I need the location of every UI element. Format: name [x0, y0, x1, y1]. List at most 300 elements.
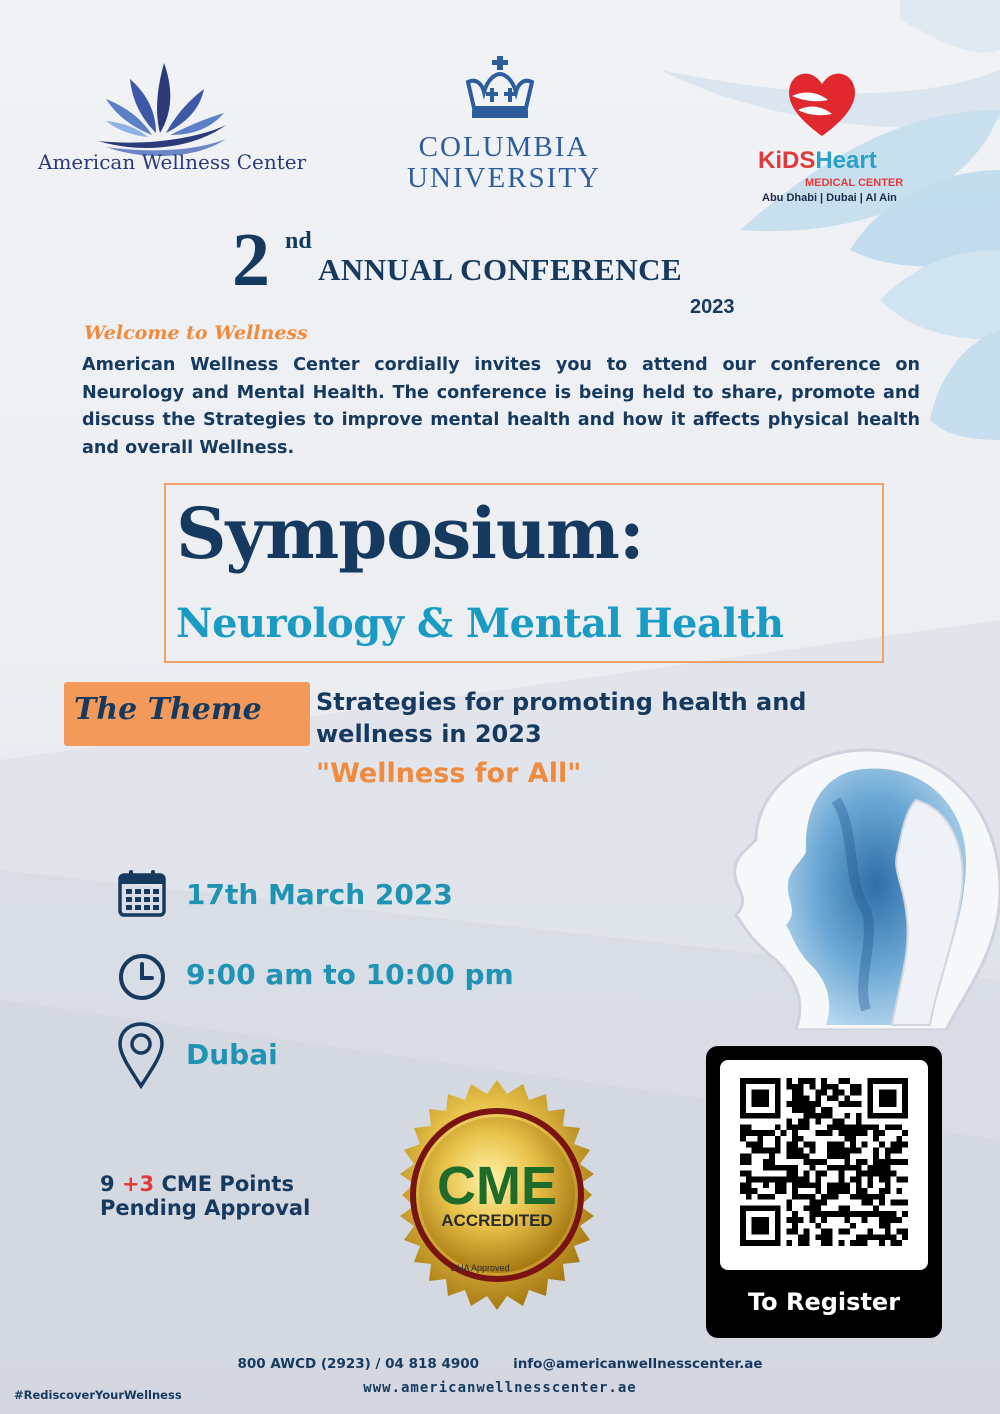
qr-module: [833, 1148, 839, 1154]
qr-module: [763, 1194, 769, 1200]
qr-module: [740, 1171, 746, 1177]
qr-module: [879, 1165, 885, 1171]
qr-module: [786, 1240, 792, 1246]
footer-phones: 800 AWCD (2923) / 04 818 4900: [237, 1356, 480, 1372]
qr-module: [879, 1171, 885, 1177]
qr-module: [896, 1159, 902, 1165]
cme-points-base: 9: [100, 1172, 122, 1196]
qr-module: [763, 1165, 769, 1171]
qr-module: [850, 1165, 856, 1171]
qr-module: [862, 1240, 868, 1246]
qr-module: [810, 1107, 816, 1113]
qr-module: [786, 1142, 792, 1148]
qr-module: [798, 1107, 804, 1113]
qr-module: [804, 1119, 810, 1125]
qr-module: [781, 1176, 787, 1182]
qr-module: [786, 1171, 792, 1177]
qr-module: [891, 1234, 897, 1240]
qr-module: [873, 1171, 879, 1177]
qr-module: [844, 1165, 850, 1171]
qr-module: [856, 1182, 862, 1188]
qr-module: [781, 1188, 787, 1194]
qr-module: [792, 1171, 798, 1177]
qr-module: [896, 1142, 902, 1148]
qr-module: [833, 1153, 839, 1159]
clock-icon: [117, 952, 167, 1002]
qr-module: [862, 1188, 868, 1194]
qr-module: [740, 1136, 746, 1142]
seal-main-text: CME: [437, 1156, 557, 1216]
qr-module: [786, 1229, 792, 1235]
qr-module: [775, 1136, 781, 1142]
qr-module: [792, 1182, 798, 1188]
qr-module: [838, 1090, 844, 1096]
conference-year: 2023: [690, 296, 735, 318]
qr-module: [844, 1148, 850, 1154]
qr-module: [821, 1217, 827, 1223]
qr-module: [810, 1159, 816, 1165]
qr-module: [891, 1148, 897, 1154]
qr-module: [902, 1159, 908, 1165]
qr-module: [833, 1188, 839, 1194]
qr-module: [775, 1142, 781, 1148]
qr-module: [815, 1234, 821, 1240]
qr-module: [798, 1124, 804, 1130]
qr-module: [838, 1124, 844, 1130]
qr-module: [873, 1153, 879, 1159]
qr-module: [891, 1217, 897, 1223]
qr-module: [856, 1165, 862, 1171]
qr-module: [752, 1130, 758, 1136]
qr-module: [815, 1176, 821, 1182]
qr-module: [792, 1130, 798, 1136]
qr-module: [827, 1211, 833, 1217]
qr-module: [862, 1171, 868, 1177]
qr-module: [827, 1234, 833, 1240]
qr-module: [827, 1194, 833, 1200]
qr-module: [804, 1113, 810, 1119]
calendar-icon: [117, 868, 167, 918]
qr-module: [862, 1142, 868, 1148]
qr-module: [804, 1101, 810, 1107]
qr-module: [775, 1176, 781, 1182]
qr-module: [815, 1223, 821, 1229]
qr-module: [838, 1188, 844, 1194]
cme-points: [100, 1172, 310, 1220]
qr-module: [856, 1130, 862, 1136]
qr-module: [862, 1124, 868, 1130]
qr-module: [833, 1165, 839, 1171]
qr-module: [827, 1130, 833, 1136]
kidsheart-subtitle: MEDICAL CENTER: [805, 177, 904, 189]
qr-module: [862, 1217, 868, 1223]
cme-points-extra: +3: [121, 1172, 155, 1196]
qr-module: [844, 1078, 850, 1084]
qr-module: [856, 1113, 862, 1119]
footer-contacts: [0, 1356, 1000, 1372]
qr-module: [815, 1113, 821, 1119]
qr-module: [885, 1148, 891, 1154]
qr-module: [815, 1200, 821, 1206]
event-date: 17th March 2023: [186, 878, 453, 911]
qr-module: [792, 1176, 798, 1182]
qr-module: [746, 1194, 752, 1200]
qr-module: [856, 1211, 862, 1217]
qr-module: [810, 1200, 816, 1206]
qr-module: [838, 1240, 844, 1246]
qr-module: [879, 1188, 885, 1194]
qr-module: [833, 1211, 839, 1217]
qr-module: [833, 1124, 839, 1130]
qr-module: [815, 1188, 821, 1194]
qr-module: [885, 1217, 891, 1223]
qr-module: [792, 1084, 798, 1090]
qr-module: [873, 1211, 879, 1217]
qr-module: [757, 1142, 763, 1148]
theme-label: The Theme: [74, 692, 262, 727]
qr-module: [891, 1159, 897, 1165]
qr-module: [757, 1148, 763, 1154]
qr-module: [867, 1194, 873, 1200]
qr-module: [856, 1101, 862, 1107]
qr-module: [804, 1153, 810, 1159]
qr-module: [885, 1171, 891, 1177]
qr-module: [833, 1090, 839, 1096]
qr-module: [838, 1148, 844, 1154]
qr-module: [786, 1148, 792, 1154]
qr-module: [844, 1136, 850, 1142]
qr-module: [827, 1240, 833, 1246]
qr-module: [815, 1101, 821, 1107]
qr-module: [827, 1229, 833, 1235]
qr-module: [867, 1165, 873, 1171]
qr-module: [850, 1223, 856, 1229]
qr-module: [833, 1142, 839, 1148]
qr-module: [838, 1142, 844, 1148]
qr-module: [896, 1188, 902, 1194]
qr-module: [873, 1194, 879, 1200]
qr-module: [844, 1153, 850, 1159]
qr-module: [746, 1182, 752, 1188]
qr-module: [798, 1234, 804, 1240]
qr-module: [810, 1142, 816, 1148]
qr-module: [862, 1234, 868, 1240]
qr-module: [838, 1182, 844, 1188]
qr-module: [827, 1165, 833, 1171]
qr-module: [746, 1159, 752, 1165]
qr-module: [844, 1229, 850, 1235]
columbia-university-name: [404, 132, 604, 194]
welcome-heading: Welcome to Wellness: [84, 322, 308, 344]
qr-module: [757, 1130, 763, 1136]
qr-module: [838, 1165, 844, 1171]
qr-module: [856, 1176, 862, 1182]
qr-module: [740, 1130, 746, 1136]
qr-module: [850, 1101, 856, 1107]
qr-module: [873, 1130, 879, 1136]
qr-module: [757, 1176, 763, 1182]
qr-module: [781, 1130, 787, 1136]
qr-module: [769, 1159, 775, 1165]
qr-module: [896, 1148, 902, 1154]
qr-module: [862, 1200, 868, 1206]
qr-module: [902, 1142, 908, 1148]
qr-module: [891, 1211, 897, 1217]
qr-module: [786, 1205, 792, 1211]
qr-module: [746, 1124, 752, 1130]
qr-module: [757, 1136, 763, 1142]
qr-module: [786, 1153, 792, 1159]
qr-module: [850, 1124, 856, 1130]
qr-module: [873, 1234, 879, 1240]
qr-module: [810, 1113, 816, 1119]
qr-module: [879, 1240, 885, 1246]
qr-module: [798, 1090, 804, 1096]
qr-module: [862, 1159, 868, 1165]
qr-module: [752, 1148, 758, 1154]
qr-module: [798, 1176, 804, 1182]
qr-module: [850, 1176, 856, 1182]
qr-module: [885, 1153, 891, 1159]
qr-module: [862, 1211, 868, 1217]
qr-module: [867, 1234, 873, 1240]
qr-module: [827, 1124, 833, 1130]
hashtag: #RediscoverYourWellness: [14, 1388, 182, 1402]
qr-module: [792, 1223, 798, 1229]
qr-module: [810, 1084, 816, 1090]
qr-module: [804, 1078, 810, 1084]
qr-module: [856, 1234, 862, 1240]
qr-module: [746, 1176, 752, 1182]
qr-module: [844, 1159, 850, 1165]
qr-module: [902, 1229, 908, 1235]
qr-module: [757, 1194, 763, 1200]
qr-module: [786, 1101, 792, 1107]
qr-module: [856, 1084, 862, 1090]
qr-module: [769, 1130, 775, 1136]
qr-module: [838, 1171, 844, 1177]
qr-module: [798, 1194, 804, 1200]
qr-module: [821, 1113, 827, 1119]
qr-module: [740, 1188, 746, 1194]
qr-module: [844, 1182, 850, 1188]
qr-module: [798, 1084, 804, 1090]
qr-module: [833, 1182, 839, 1188]
qr-module: [833, 1084, 839, 1090]
qr-module: [827, 1095, 833, 1101]
qr-module: [896, 1200, 902, 1206]
qr-module: [873, 1165, 879, 1171]
qr-module: [798, 1101, 804, 1107]
symposium-subtitle: Neurology & Mental Health: [176, 600, 784, 647]
qr-module: [763, 1148, 769, 1154]
qr-module: [896, 1176, 902, 1182]
qr-module: [746, 1171, 752, 1177]
qr-module: [827, 1084, 833, 1090]
qr-module: [856, 1159, 862, 1165]
qr-module: [740, 1124, 746, 1130]
qr-module: [763, 1159, 769, 1165]
qr-module: [821, 1240, 827, 1246]
qr-module: [867, 1176, 873, 1182]
qr-module: [798, 1119, 804, 1125]
qr-module: [786, 1200, 792, 1206]
qr-module: [769, 1176, 775, 1182]
qr-module: [792, 1124, 798, 1130]
qr-module: [873, 1159, 879, 1165]
seal-sub-text: ACCREDITED: [441, 1211, 553, 1230]
qr-module: [746, 1142, 752, 1148]
conference-number: 2: [232, 218, 270, 302]
qr-module: [844, 1188, 850, 1194]
qr-module: [804, 1124, 810, 1130]
qr-module: [885, 1176, 891, 1182]
registration-qr-code[interactable]: [740, 1078, 908, 1246]
qr-module: [856, 1194, 862, 1200]
qr-module: [798, 1078, 804, 1084]
qr-module: [844, 1101, 850, 1107]
qr-module: [827, 1148, 833, 1154]
qr-module: [746, 1153, 752, 1159]
qr-module: [827, 1107, 833, 1113]
qr-module: [850, 1090, 856, 1096]
qr-module: [885, 1124, 891, 1130]
qr-module: [821, 1234, 827, 1240]
qr-module: [746, 1130, 752, 1136]
qr-module: [844, 1095, 850, 1101]
qr-module: [879, 1176, 885, 1182]
qr-module: [792, 1211, 798, 1217]
qr-module: [804, 1142, 810, 1148]
qr-module: [815, 1205, 821, 1211]
qr-module: [815, 1130, 821, 1136]
qr-module: [850, 1136, 856, 1142]
qr-module: [873, 1148, 879, 1154]
qr-module: [827, 1188, 833, 1194]
qr-module: [798, 1095, 804, 1101]
qr-module: [792, 1095, 798, 1101]
qr-module: [752, 1188, 758, 1194]
qr-module: [850, 1084, 856, 1090]
qr-module: [815, 1095, 821, 1101]
qr-module: [769, 1194, 775, 1200]
location-pin-icon: [116, 1020, 166, 1090]
qr-module: [856, 1148, 862, 1154]
qr-module: [786, 1165, 792, 1171]
cme-accredited-seal: [378, 1076, 616, 1314]
qr-module: [798, 1153, 804, 1159]
qr-module: [821, 1200, 827, 1206]
qr-module: [879, 1142, 885, 1148]
qr-module: [740, 1159, 746, 1165]
qr-module: [902, 1211, 908, 1217]
qr-module: [850, 1130, 856, 1136]
qr-module: [810, 1194, 816, 1200]
qr-module: [867, 1200, 873, 1206]
theme-text: Strategies for promoting health and wellness in 2023: [316, 688, 807, 748]
qr-module: [902, 1234, 908, 1240]
qr-module: [821, 1194, 827, 1200]
qr-module: [769, 1153, 775, 1159]
qr-module: [862, 1194, 868, 1200]
qr-module: [798, 1148, 804, 1154]
qr-module: [821, 1090, 827, 1096]
qr-module: [821, 1084, 827, 1090]
qr-module: [827, 1113, 833, 1119]
theme-quote: "Wellness for All": [316, 758, 582, 789]
qr-module: [856, 1240, 862, 1246]
qr-finder: [752, 1090, 769, 1107]
symposium-title: Symposium:: [176, 492, 644, 575]
head-profile-illustration: [716, 740, 1000, 1030]
kidsheart-part1: KiDS: [758, 147, 816, 174]
register-label: To Register: [747, 1288, 901, 1316]
qr-module: [896, 1240, 902, 1246]
qr-module: [810, 1217, 816, 1223]
qr-module: [821, 1211, 827, 1217]
qr-module: [810, 1182, 816, 1188]
event-location: Dubai: [186, 1038, 278, 1071]
qr-module: [815, 1090, 821, 1096]
qr-module: [792, 1194, 798, 1200]
qr-module: [850, 1211, 856, 1217]
qr-module: [891, 1200, 897, 1206]
qr-module: [885, 1165, 891, 1171]
qr-module: [786, 1119, 792, 1125]
kidsheart-part2: Heart: [815, 147, 877, 174]
qr-module: [838, 1101, 844, 1107]
qr-module: [821, 1171, 827, 1177]
qr-module: [804, 1229, 810, 1235]
qr-module: [844, 1113, 850, 1119]
qr-module: [902, 1200, 908, 1206]
qr-module: [856, 1188, 862, 1194]
qr-module: [781, 1182, 787, 1188]
qr-module: [804, 1095, 810, 1101]
qr-module: [827, 1182, 833, 1188]
footer-website[interactable]: www.americanwellnesscenter.ae: [363, 1380, 637, 1396]
qr-module: [821, 1159, 827, 1165]
qr-module: [838, 1205, 844, 1211]
qr-module: [804, 1240, 810, 1246]
kidsheart-name: [758, 147, 877, 175]
cme-approval: Pending Approval: [100, 1196, 311, 1220]
qr-module: [821, 1107, 827, 1113]
qr-module: [856, 1124, 862, 1130]
qr-module: [896, 1124, 902, 1130]
qr-module: [792, 1165, 798, 1171]
qr-module: [827, 1153, 833, 1159]
qr-module: [821, 1130, 827, 1136]
qr-module: [815, 1119, 821, 1125]
qr-module: [838, 1211, 844, 1217]
qr-module: [885, 1234, 891, 1240]
qr-module: [792, 1101, 798, 1107]
qr-module: [885, 1159, 891, 1165]
qr-module: [775, 1182, 781, 1188]
footer-email[interactable]: info@americanwellnesscenter.ae: [513, 1356, 763, 1372]
qr-module: [821, 1229, 827, 1235]
qr-module: [896, 1136, 902, 1142]
qr-module: [740, 1182, 746, 1188]
qr-module: [885, 1223, 891, 1229]
qr-module: [867, 1211, 873, 1217]
qr-module: [838, 1153, 844, 1159]
qr-module: [781, 1165, 787, 1171]
qr-module: [763, 1130, 769, 1136]
qr-module: [844, 1130, 850, 1136]
qr-module: [775, 1165, 781, 1171]
